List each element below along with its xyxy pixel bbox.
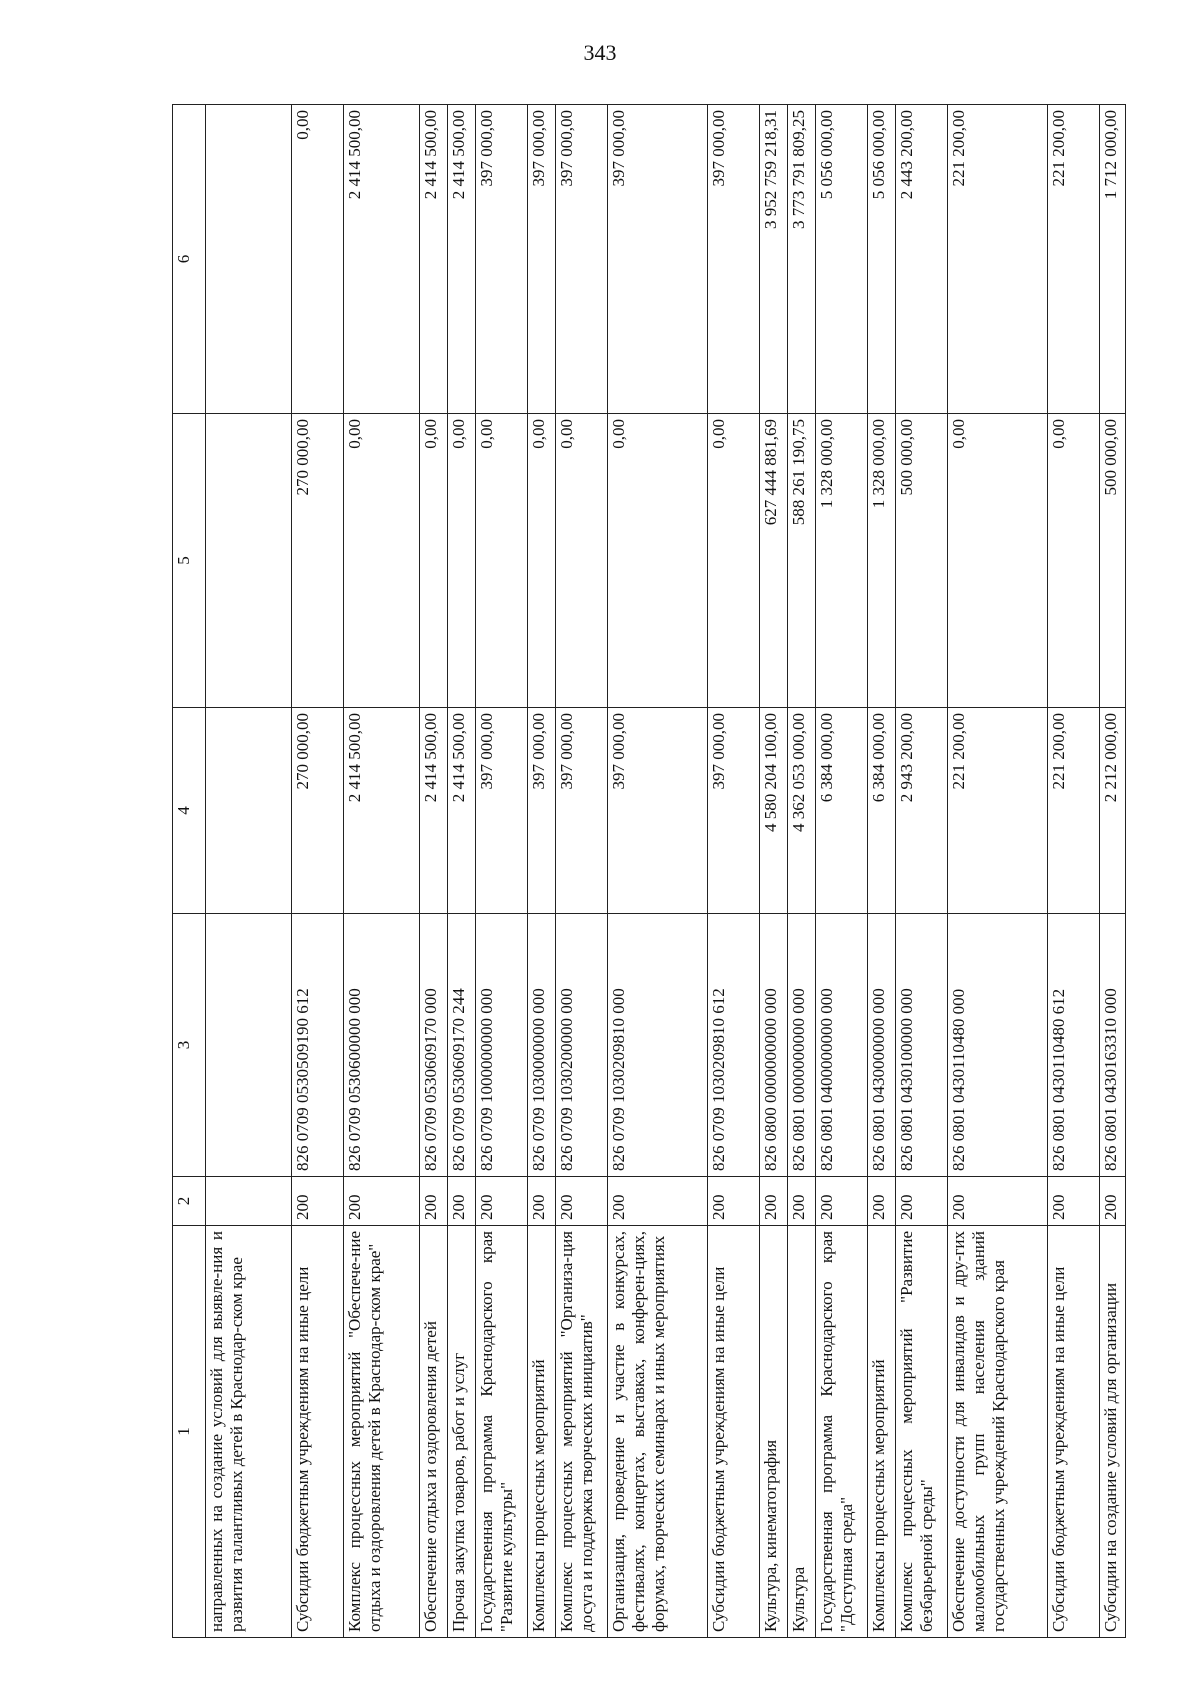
- row-code: 200: [760, 1177, 788, 1226]
- row-name: Субсидии бюджетным учреждениям на иные цели: [292, 1226, 344, 1638]
- column-header: 5: [173, 414, 206, 708]
- row-amount-regional: 397 000,00: [476, 105, 528, 414]
- row-amount-federal: 0,00: [1048, 414, 1100, 708]
- row-code: 200: [1100, 1177, 1126, 1226]
- row-name: Субсидии бюджетным учреждениям на иные цели: [708, 1226, 760, 1638]
- table-row: [708, 105, 760, 1638]
- row-amount-total: 2 212 000,00: [1100, 708, 1126, 914]
- row-name: Организация, проведение и участие в конкурсах, фестивалях, концертах, выставках, конферен-циях, форумах, творческих семинарах и иных мероприятиях: [608, 1226, 708, 1638]
- row-code: 200: [788, 1177, 816, 1226]
- row-amount-regional: [206, 105, 292, 414]
- table-row: [868, 105, 896, 1638]
- row-amount-total: 4 580 204 100,00: [760, 708, 788, 914]
- row-amount-regional: 397 000,00: [528, 105, 556, 414]
- table-row: [344, 105, 420, 1638]
- row-amount-federal: 0,00: [420, 414, 448, 708]
- row-amount-federal: 1 328 000,00: [816, 414, 868, 708]
- row-amount-federal: 0,00: [476, 414, 528, 708]
- rotated-content: [172, 105, 1127, 1638]
- row-code: [206, 1177, 292, 1226]
- row-kbk: [206, 914, 292, 1177]
- row-amount-regional: 2 414 500,00: [420, 105, 448, 414]
- page-number: 343: [583, 40, 617, 65]
- row-amount-total: 397 000,00: [556, 708, 608, 914]
- row-amount-regional: 3 952 759 218,31: [760, 105, 788, 414]
- row-amount-federal: 500 000,00: [1100, 414, 1126, 708]
- row-name: Комплексы процессных мероприятий: [528, 1226, 556, 1638]
- row-amount-total: 221 200,00: [1048, 708, 1100, 914]
- row-kbk: 826 0801 0400000000 000: [816, 914, 868, 1177]
- row-amount-total: 2 414 500,00: [344, 708, 420, 914]
- row-amount-total: 397 000,00: [528, 708, 556, 914]
- row-amount-total: 4 362 053 000,00: [788, 708, 816, 914]
- row-amount-federal: 0,00: [708, 414, 760, 708]
- row-code: 200: [948, 1177, 1048, 1226]
- row-name: Комплексы процессных мероприятий: [868, 1226, 896, 1638]
- table-row: [528, 105, 556, 1638]
- row-kbk: 826 0800 0000000000 000: [760, 914, 788, 1177]
- row-amount-regional: 397 000,00: [556, 105, 608, 414]
- row-kbk: 826 0801 0430100000 000: [896, 914, 948, 1177]
- table-body: [206, 105, 1126, 1638]
- row-amount-regional: 5 056 000,00: [868, 105, 896, 414]
- row-amount-regional: 397 000,00: [608, 105, 708, 414]
- row-kbk: 826 0801 0430110480 612: [1048, 914, 1100, 1177]
- row-amount-federal: 270 000,00: [292, 414, 344, 708]
- row-amount-federal: 0,00: [344, 414, 420, 708]
- row-code: 200: [344, 1177, 420, 1226]
- row-name: Субсидии на создание условий для организации: [1100, 1226, 1126, 1638]
- row-name: Культура: [788, 1226, 816, 1638]
- row-amount-total: 6 384 000,00: [816, 708, 868, 914]
- row-name: Комплекс процессных мероприятий "Организа-ция досуга и поддержка творческих инициатив": [556, 1226, 608, 1638]
- table-row: [896, 105, 948, 1638]
- row-amount-federal: 0,00: [448, 414, 476, 708]
- row-kbk: 826 0801 0430000000 000: [868, 914, 896, 1177]
- table-row: [420, 105, 448, 1638]
- table-row: [292, 105, 344, 1638]
- row-amount-regional: 397 000,00: [708, 105, 760, 414]
- row-code: 200: [292, 1177, 344, 1226]
- row-code: 200: [420, 1177, 448, 1226]
- column-header: 1: [173, 1226, 206, 1638]
- row-amount-total: 2 414 500,00: [420, 708, 448, 914]
- row-amount-regional: 221 200,00: [948, 105, 1048, 414]
- row-code: 200: [868, 1177, 896, 1226]
- table-row: [788, 105, 816, 1638]
- column-header: 2: [173, 1177, 206, 1226]
- row-name: Комплекс процессных мероприятий "Развитие безбарьерной среды": [896, 1226, 948, 1638]
- row-kbk: 826 0801 0000000000 000: [788, 914, 816, 1177]
- row-amount-total: 2 943 200,00: [896, 708, 948, 914]
- header-row: [173, 105, 206, 1638]
- row-kbk: 826 0709 1000000000 000: [476, 914, 528, 1177]
- table-row: [476, 105, 528, 1638]
- row-amount-federal: 0,00: [556, 414, 608, 708]
- row-amount-federal: 0,00: [608, 414, 708, 708]
- table-row: [760, 105, 788, 1638]
- row-name: Прочая закупка товаров, работ и услуг: [448, 1226, 476, 1638]
- row-name: Субсидии бюджетным учреждениям на иные цели: [1048, 1226, 1100, 1638]
- column-header: 6: [173, 105, 206, 414]
- row-amount-regional: 2 414 500,00: [448, 105, 476, 414]
- rotated-table-area: [172, 105, 1127, 1638]
- table-row: [1048, 105, 1100, 1638]
- row-amount-regional: 0,00: [292, 105, 344, 414]
- table-row: [556, 105, 608, 1638]
- row-amount-total: 397 000,00: [476, 708, 528, 914]
- row-amount-regional: 1 712 000,00: [1100, 105, 1126, 414]
- row-code: 200: [608, 1177, 708, 1226]
- row-kbk: 826 0709 0530509190 612: [292, 914, 344, 1177]
- row-amount-regional: 2 443 200,00: [896, 105, 948, 414]
- row-amount-total: 221 200,00: [948, 708, 1048, 914]
- row-amount-total: 397 000,00: [708, 708, 760, 914]
- row-name: Государственная программа Краснодарского края "Развитие культуры": [476, 1226, 528, 1638]
- column-header: 3: [173, 914, 206, 1177]
- row-amount-regional: 3 773 791 809,25: [788, 105, 816, 414]
- row-amount-total: [206, 708, 292, 914]
- row-name: Обеспечение отдыха и оздоровления детей: [420, 1226, 448, 1638]
- row-kbk: 826 0801 0430110480 000: [948, 914, 1048, 1177]
- row-kbk: 826 0709 1030000000 000: [528, 914, 556, 1177]
- table-row: [608, 105, 708, 1638]
- row-kbk: 826 0709 0530609170 244: [448, 914, 476, 1177]
- row-amount-federal: 0,00: [528, 414, 556, 708]
- budget-table: [172, 104, 1126, 1638]
- row-code: 200: [476, 1177, 528, 1226]
- row-code: 200: [528, 1177, 556, 1226]
- row-code: 200: [1048, 1177, 1100, 1226]
- row-kbk: 826 0709 1030209810 000: [608, 914, 708, 1177]
- row-amount-federal: 627 444 881,69: [760, 414, 788, 708]
- row-amount-total: 6 384 000,00: [868, 708, 896, 914]
- row-code: 200: [896, 1177, 948, 1226]
- row-code: 200: [708, 1177, 760, 1226]
- row-name: Культура, кинематография: [760, 1226, 788, 1638]
- row-name: направленных на создание условий для выявле-ния и развития талантливых детей в Краснодар-ском крае: [206, 1226, 292, 1638]
- table-row: [948, 105, 1048, 1638]
- row-code: 200: [816, 1177, 868, 1226]
- row-kbk: 826 0709 0530600000 000: [344, 914, 420, 1177]
- table-row: [816, 105, 868, 1638]
- column-header: 4: [173, 708, 206, 914]
- row-amount-federal: [206, 414, 292, 708]
- row-kbk: 826 0709 0530609170 000: [420, 914, 448, 1177]
- row-amount-regional: 221 200,00: [1048, 105, 1100, 414]
- row-name: Государственная программа Краснодарского края "Доступная среда": [816, 1226, 868, 1638]
- table-row: [448, 105, 476, 1638]
- row-amount-federal: 500 000,00: [896, 414, 948, 708]
- table-row: [206, 105, 292, 1638]
- table-row: [1100, 105, 1126, 1638]
- row-amount-total: 397 000,00: [608, 708, 708, 914]
- row-kbk: 826 0709 1030200000 000: [556, 914, 608, 1177]
- row-amount-federal: 588 261 190,75: [788, 414, 816, 708]
- row-name: Обеспечение доступности для инвалидов и дру-гих маломобильных групп населения зданий государственных учреждений Краснодарского края: [948, 1226, 1048, 1638]
- row-amount-regional: 2 414 500,00: [344, 105, 420, 414]
- row-kbk: 826 0709 1030209810 612: [708, 914, 760, 1177]
- row-code: 200: [448, 1177, 476, 1226]
- row-amount-federal: 0,00: [948, 414, 1048, 708]
- row-name: Комплекс процессных мероприятий "Обеспече-ние отдыха и оздоровления детей в Краснодар-ском крае": [344, 1226, 420, 1638]
- row-amount-total: 2 414 500,00: [448, 708, 476, 914]
- row-kbk: 826 0801 0430163310 000: [1100, 914, 1126, 1177]
- row-amount-federal: 1 328 000,00: [868, 414, 896, 708]
- row-amount-total: 270 000,00: [292, 708, 344, 914]
- row-code: 200: [556, 1177, 608, 1226]
- row-amount-regional: 5 056 000,00: [816, 105, 868, 414]
